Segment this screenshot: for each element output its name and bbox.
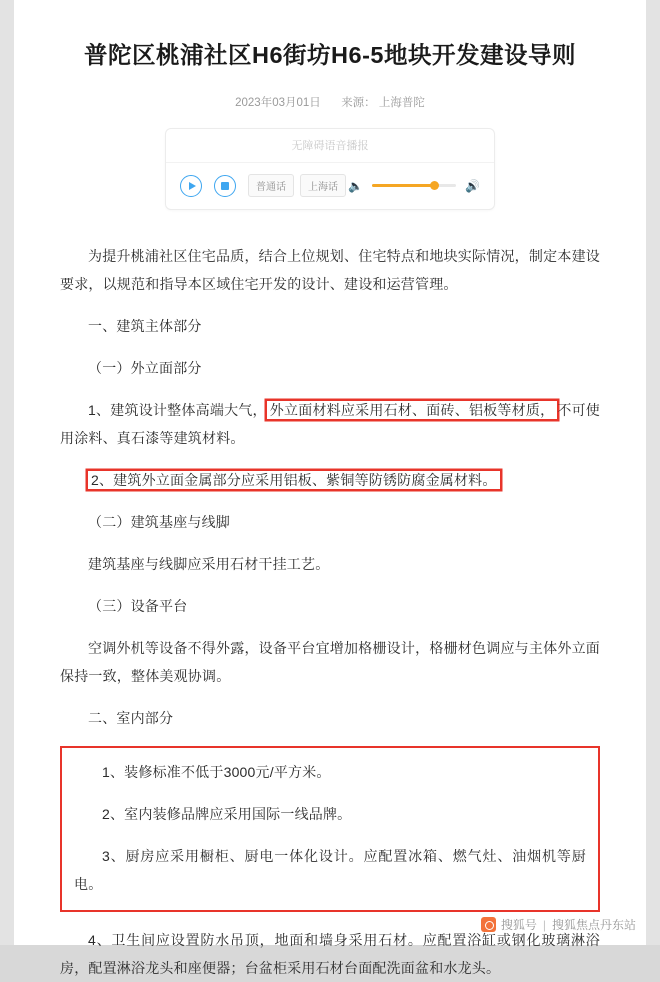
boxed-item-2: 2、室内装修品牌应采用国际一线品牌。 bbox=[102, 805, 352, 822]
player-controls bbox=[166, 163, 494, 209]
source-name: 上海普陀 bbox=[378, 96, 425, 109]
audio-player[interactable] bbox=[165, 128, 495, 210]
sohu-logo-icon bbox=[481, 917, 496, 932]
intro-paragraph: 为提升桃浦社区住宅品质，结合上位规划、住宅特点和地块实际情况，制定本建设要求，以规范和指导本区域住宅开发的设计、建设和运营管理。 bbox=[60, 247, 600, 292]
volume-knob[interactable] bbox=[430, 181, 439, 190]
page-right-margin bbox=[646, 0, 660, 945]
watermark-brand: 搜狐号 bbox=[500, 918, 537, 932]
play-triangle bbox=[189, 182, 196, 190]
volume-fill bbox=[372, 184, 436, 187]
volume-slider[interactable] bbox=[372, 184, 456, 187]
section-1-heading: 一、建筑主体部分 bbox=[88, 317, 202, 334]
item-1-prefix: 1、建筑设计整体高端大气， bbox=[88, 401, 267, 418]
volume-control[interactable] bbox=[348, 180, 480, 192]
item-2-paragraph bbox=[60, 466, 600, 494]
subsection-3-heading: （三）设备平台 bbox=[88, 597, 188, 614]
language-options bbox=[248, 174, 346, 197]
stop-square bbox=[221, 182, 229, 190]
item-1-suffix: 不可使用涂料、真石漆等建筑材料。 bbox=[60, 401, 601, 446]
subsection-2-heading: （二）建筑基座与线脚 bbox=[88, 513, 230, 530]
watermark-account: 搜狐焦点丹东站 bbox=[551, 918, 636, 932]
article-body bbox=[60, 242, 600, 982]
lang-option-shanghainese[interactable]: 上海话 bbox=[300, 174, 346, 197]
subsection-3-body: 空调外机等设备不得外露，设备平台宜增加格栅设计，格栅材色调应与主体外立面保持一致，整体美观协调。 bbox=[60, 639, 600, 684]
subsection-1-heading: （一）外立面部分 bbox=[88, 359, 202, 376]
boxed-item-1: 1、装修标准不低于3000元/平方米。 bbox=[102, 763, 331, 780]
item-1-highlight: 外立面材料应采用石材、面砖、铝板等材质， bbox=[267, 401, 558, 419]
play-icon[interactable] bbox=[180, 175, 202, 197]
player-status: 无障碍语音播报 bbox=[166, 129, 494, 163]
lang-option-mandarin[interactable]: 普通话 bbox=[248, 174, 294, 197]
watermark bbox=[481, 916, 636, 933]
watermark-separator: | bbox=[542, 917, 546, 932]
stop-icon[interactable] bbox=[214, 175, 236, 197]
page-left-margin bbox=[0, 0, 14, 945]
speaker-low-icon[interactable]: 🔈 bbox=[348, 178, 364, 193]
article-meta bbox=[60, 94, 600, 110]
page-title: 普陀区桃浦社区H6街坊H6-5地块开发建设导则 bbox=[84, 42, 576, 68]
item-1-paragraph bbox=[60, 396, 600, 452]
speaker-high-icon[interactable]: 🔊 bbox=[465, 178, 480, 193]
subsection-2-body: 建筑基座与线脚应采用石材干挂工艺。 bbox=[88, 555, 330, 572]
item-4-paragraph: 4、卫生间应设置防水吊顶，地面和墙身采用石材。应配置浴缸或钢化玻璃淋浴房，配置淋浴龙头和座便器；台盆柜采用石材台面配洗面盆和水龙头。 bbox=[60, 931, 600, 976]
boxed-item-3: 3、厨房应采用橱柜、厨电一体化设计。应配置冰箱、燃气灶、油烟机等厨电。 bbox=[74, 847, 586, 892]
item-2-highlight: 2、建筑外立面金属部分应采用铝板、紫铜等防锈防腐金属材料。 bbox=[88, 471, 500, 489]
section-2-heading: 二、室内部分 bbox=[88, 709, 174, 726]
highlighted-items-box bbox=[60, 746, 600, 912]
publish-date: 2023年03月01日 bbox=[235, 96, 321, 109]
article-content bbox=[14, 0, 646, 976]
source-label: 来源： bbox=[341, 96, 376, 109]
